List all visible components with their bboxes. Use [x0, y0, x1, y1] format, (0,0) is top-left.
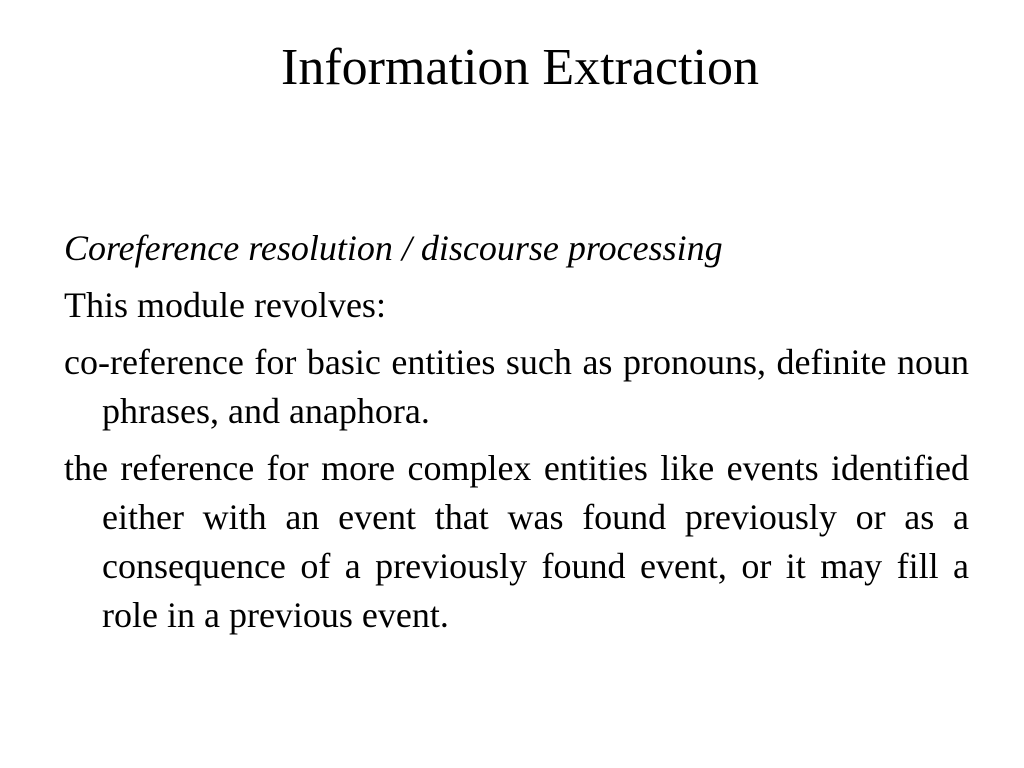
slide-title: Information Extraction	[281, 39, 759, 96]
section-heading: Coreference resolution / discourse processing	[64, 228, 723, 268]
slide-body	[64, 224, 969, 648]
intro-text: This module revolves:	[64, 285, 386, 325]
list-item: the reference for more complex entities like events identified either with an event that was found previously or as a consequence of a previously found event, or it may fill a role in a previous event.	[64, 448, 969, 635]
list-item: co-reference for basic entities such as pronouns, definite noun phrases, and anaphora.	[64, 342, 969, 431]
